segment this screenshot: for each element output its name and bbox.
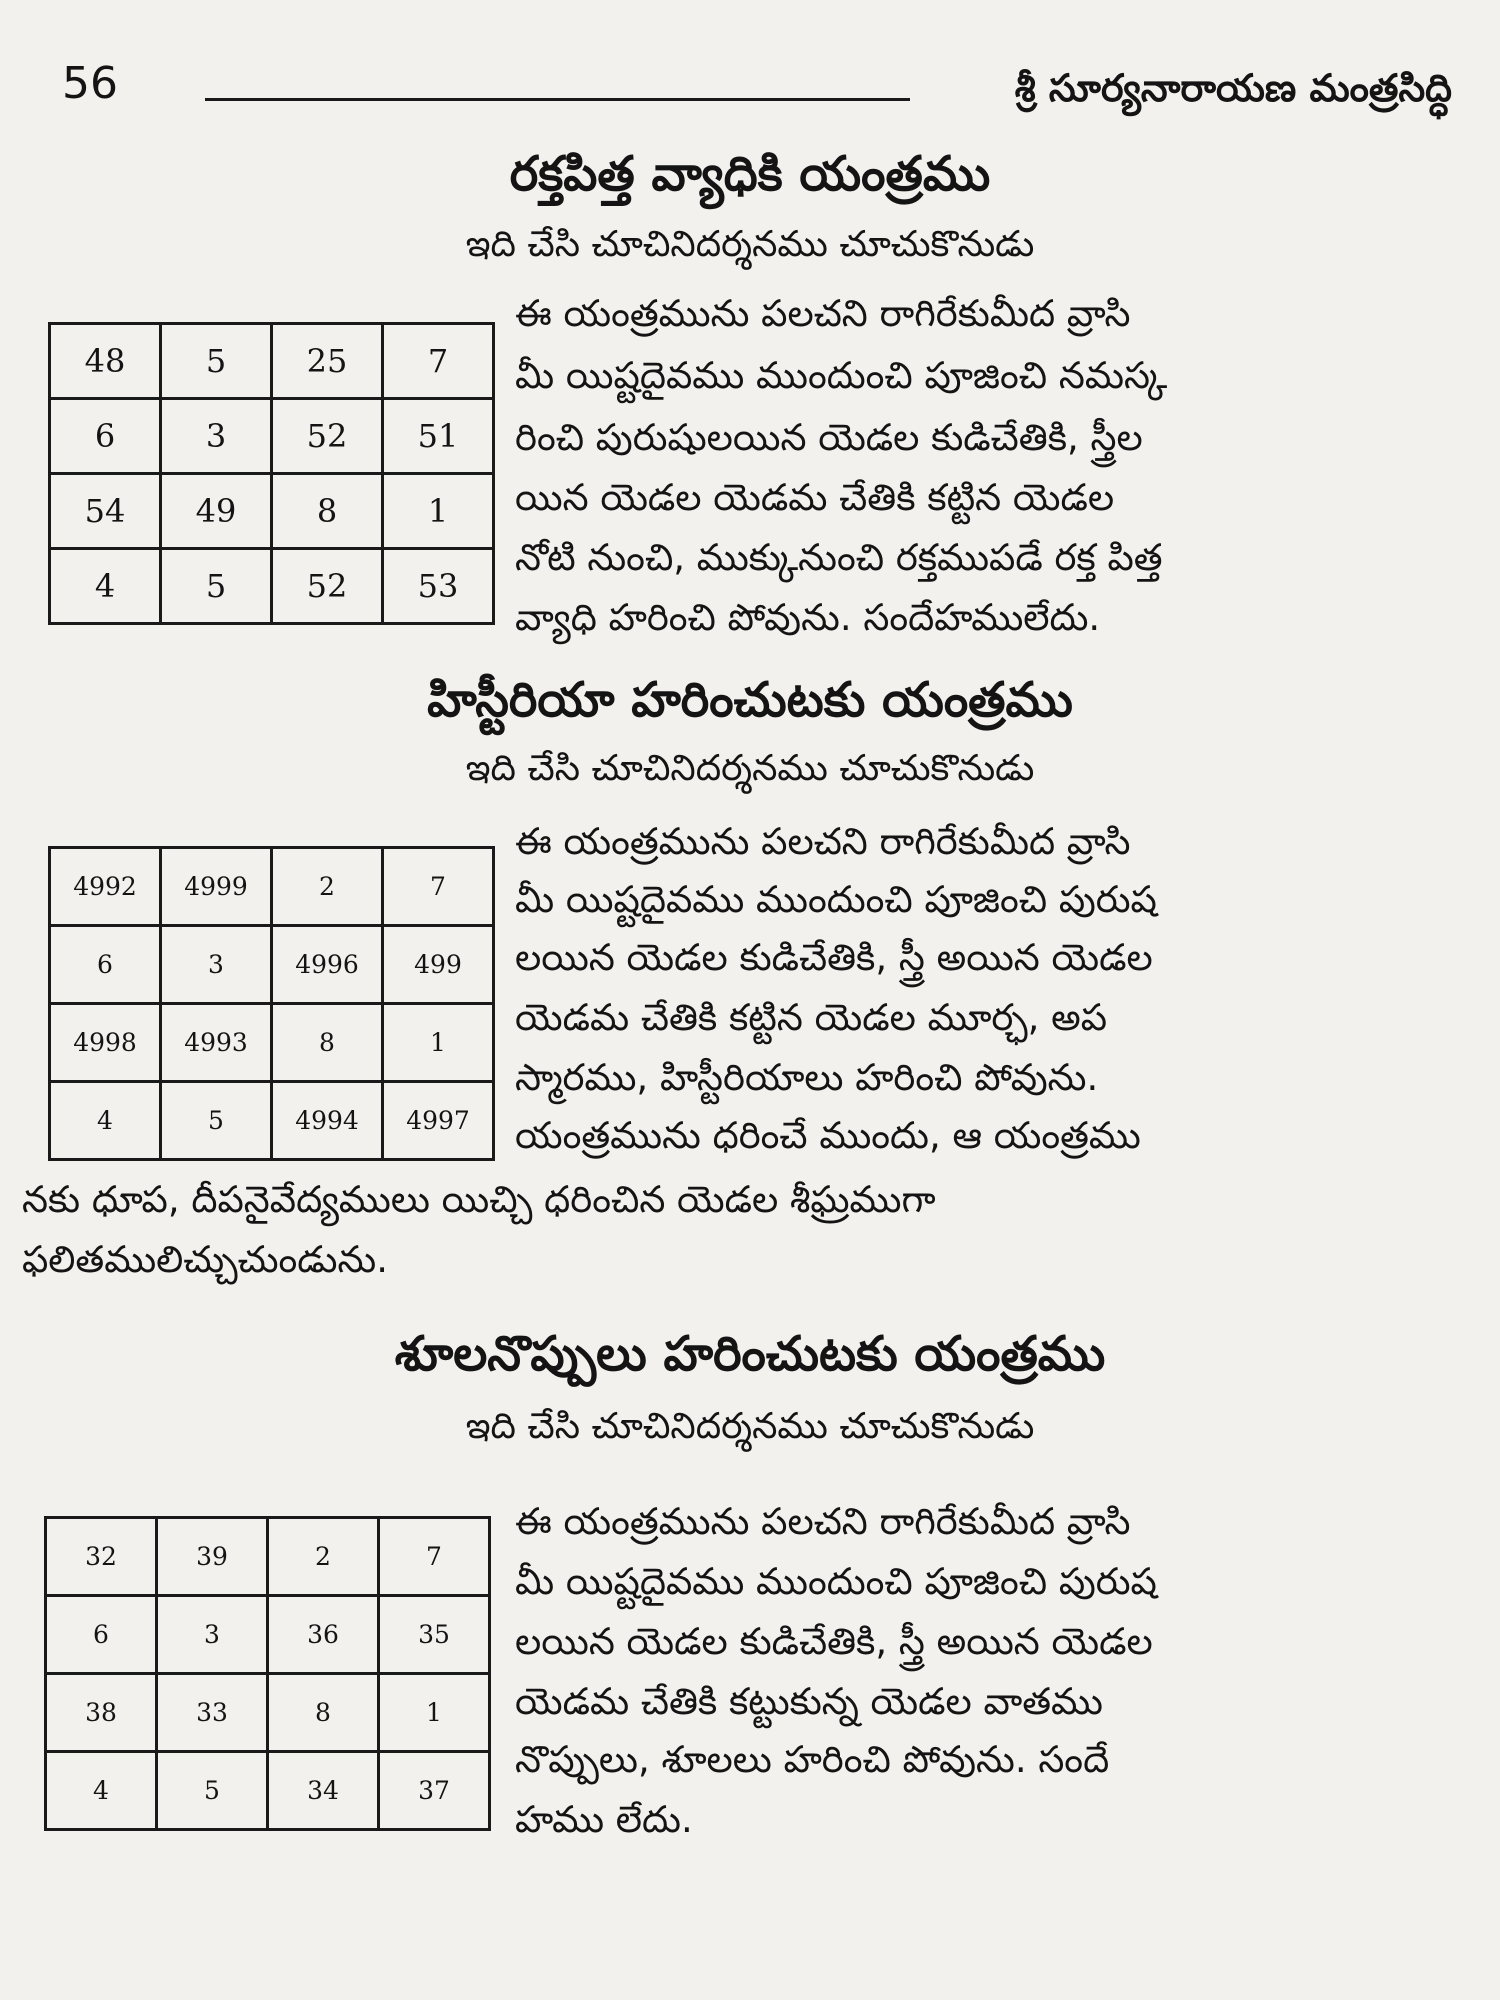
body-line: మీ యిష్టదైవము ముందుంచి పూజించి నమస్క [515,354,1168,397]
yantra-grid-shoola [44,1516,491,1831]
yantra-grid-raktapitta [48,322,495,625]
grid-cell: 48 [50,324,161,399]
grid-cell: 3 [161,926,272,1004]
header-rule [205,98,910,101]
grid-cell: 7 [383,324,494,399]
grid-row [50,848,494,926]
body-line: ఈ యంత్రమును పలచని రాగిరేకుమీద వ్రాసి [515,292,1131,335]
body-line: స్మారము, హిస్టీరియాలు హరించి పోవును. [515,1056,1099,1099]
grid-row [50,324,494,399]
grid-row [50,474,494,549]
grid-cell: 4994 [272,1082,383,1160]
grid-row [46,1596,490,1674]
grid-cell: 33 [157,1674,268,1752]
body-line: మీ యిష్టదైవము ముందుంచి పూజించి పురుష [515,878,1157,921]
grid-cell: 6 [50,399,161,474]
grid-cell: 25 [272,324,383,399]
body-line: లయిన యెడల కుడిచేతికి, స్త్రీ అయిన యెడల [515,1620,1153,1663]
grid-cell: 6 [50,926,161,1004]
body-line: మీ యిష్టదైవము ముందుంచి పూజించి పురుష [515,1560,1157,1603]
grid-row [50,549,494,624]
grid-cell: 1 [379,1674,490,1752]
body-line: ఈ యంత్రమును పలచని రాగిరేకుమీద వ్రాసి [515,1500,1131,1543]
grid-cell: 5 [161,549,272,624]
grid-cell: 1 [383,1004,494,1082]
grid-cell: 7 [379,1518,490,1596]
grid-cell: 1 [383,474,494,549]
grid-row [50,926,494,1004]
grid-row [50,399,494,474]
body-line-full: నకు ధూప, దీపనైవేద్యములు యిచ్చి ధరించిన యెడల శీఘ్రముగా [22,1178,936,1221]
grid-cell: 4997 [383,1082,494,1160]
page-number: 56 [62,58,118,109]
yantra-grid-hysteria [48,846,495,1161]
grid-cell: 3 [161,399,272,474]
section-title-hysteria: హిస్టీరియా హరించుటకు యంత్రము [427,672,1073,728]
grid-cell: 4 [50,549,161,624]
grid-cell: 4 [46,1752,157,1830]
grid-row [46,1674,490,1752]
body-line: ఈ యంత్రమును పలచని రాగిరేకుమీద వ్రాసి [515,820,1131,863]
grid-cell: 4999 [161,848,272,926]
grid-cell: 32 [46,1518,157,1596]
section-subtitle-2: ఇది చేసి చూచినిదర్శనము చూచుకొనుడు [465,748,1035,789]
grid-cell: 2 [268,1518,379,1596]
section-subtitle-3: ఇది చేసి చూచినిదర్శనము చూచుకొనుడు [465,1406,1035,1447]
body-line: హము లేదు. [515,1798,693,1841]
section-subtitle-1: ఇది చేసి చూచినిదర్శనము చూచుకొనుడు [465,224,1035,265]
grid-cell: 4 [50,1082,161,1160]
grid-cell: 3 [157,1596,268,1674]
body-line: లయిన యెడల కుడిచేతికి, స్త్రీ అయిన యెడల [515,936,1153,979]
grid-cell: 36 [268,1596,379,1674]
body-line: యెడమ చేతికి కట్టుకున్న యెడల వాతము [515,1680,1103,1723]
grid-cell: 38 [46,1674,157,1752]
grid-cell: 5 [161,324,272,399]
grid-cell: 52 [272,399,383,474]
running-title: శ్రీ సూర్యనారాయణ మంత్రసిద్ధి [1014,66,1452,110]
body-line: నొప్పులు, శూలలు హరించి పోవును. సందే [515,1738,1110,1781]
body-line: యిన యెడల యెడమ చేతికి కట్టిన యెడల [515,476,1115,519]
grid-cell: 8 [272,474,383,549]
body-line: నోటి నుంచి, ముక్కునుంచి రక్తముపడే రక్త పిత్త [515,536,1163,579]
body-line: వ్యాధి హరించి పోవును. సందేహములేదు. [515,596,1101,639]
grid-cell: 4993 [161,1004,272,1082]
grid-cell: 34 [268,1752,379,1830]
body-line: యంత్రమును ధరించే ముందు, ఆ యంత్రము [515,1114,1141,1157]
grid-row [50,1082,494,1160]
grid-cell: 54 [50,474,161,549]
body-line-full: ఫలితములిచ్చుచుండును. [22,1238,388,1281]
grid-cell: 5 [161,1082,272,1160]
grid-cell: 2 [272,848,383,926]
grid-cell: 51 [383,399,494,474]
body-line: రించి పురుషులయిన యెడల కుడిచేతికి, స్త్రీల [515,416,1143,459]
grid-cell: 35 [379,1596,490,1674]
grid-cell: 8 [268,1674,379,1752]
section-title-shoola: శూలనొప్పులు హరించుటకు యంత్రము [394,1326,1106,1382]
grid-cell: 37 [379,1752,490,1830]
body-line: యెడమ చేతికి కట్టిన యెడల మూర్ఛ, అప [515,996,1108,1039]
grid-cell: 8 [272,1004,383,1082]
grid-cell: 5 [157,1752,268,1830]
grid-cell: 4992 [50,848,161,926]
grid-cell: 39 [157,1518,268,1596]
section-title-raktapitta: రక్తపిత్త వ్యాధికి యంత్రము [509,146,991,202]
grid-cell: 53 [383,549,494,624]
grid-cell: 52 [272,549,383,624]
grid-cell: 4998 [50,1004,161,1082]
grid-cell: 499 [383,926,494,1004]
grid-row [46,1518,490,1596]
grid-cell: 49 [161,474,272,549]
grid-row [50,1004,494,1082]
grid-cell: 6 [46,1596,157,1674]
grid-row [46,1752,490,1830]
grid-cell: 7 [383,848,494,926]
grid-cell: 4996 [272,926,383,1004]
